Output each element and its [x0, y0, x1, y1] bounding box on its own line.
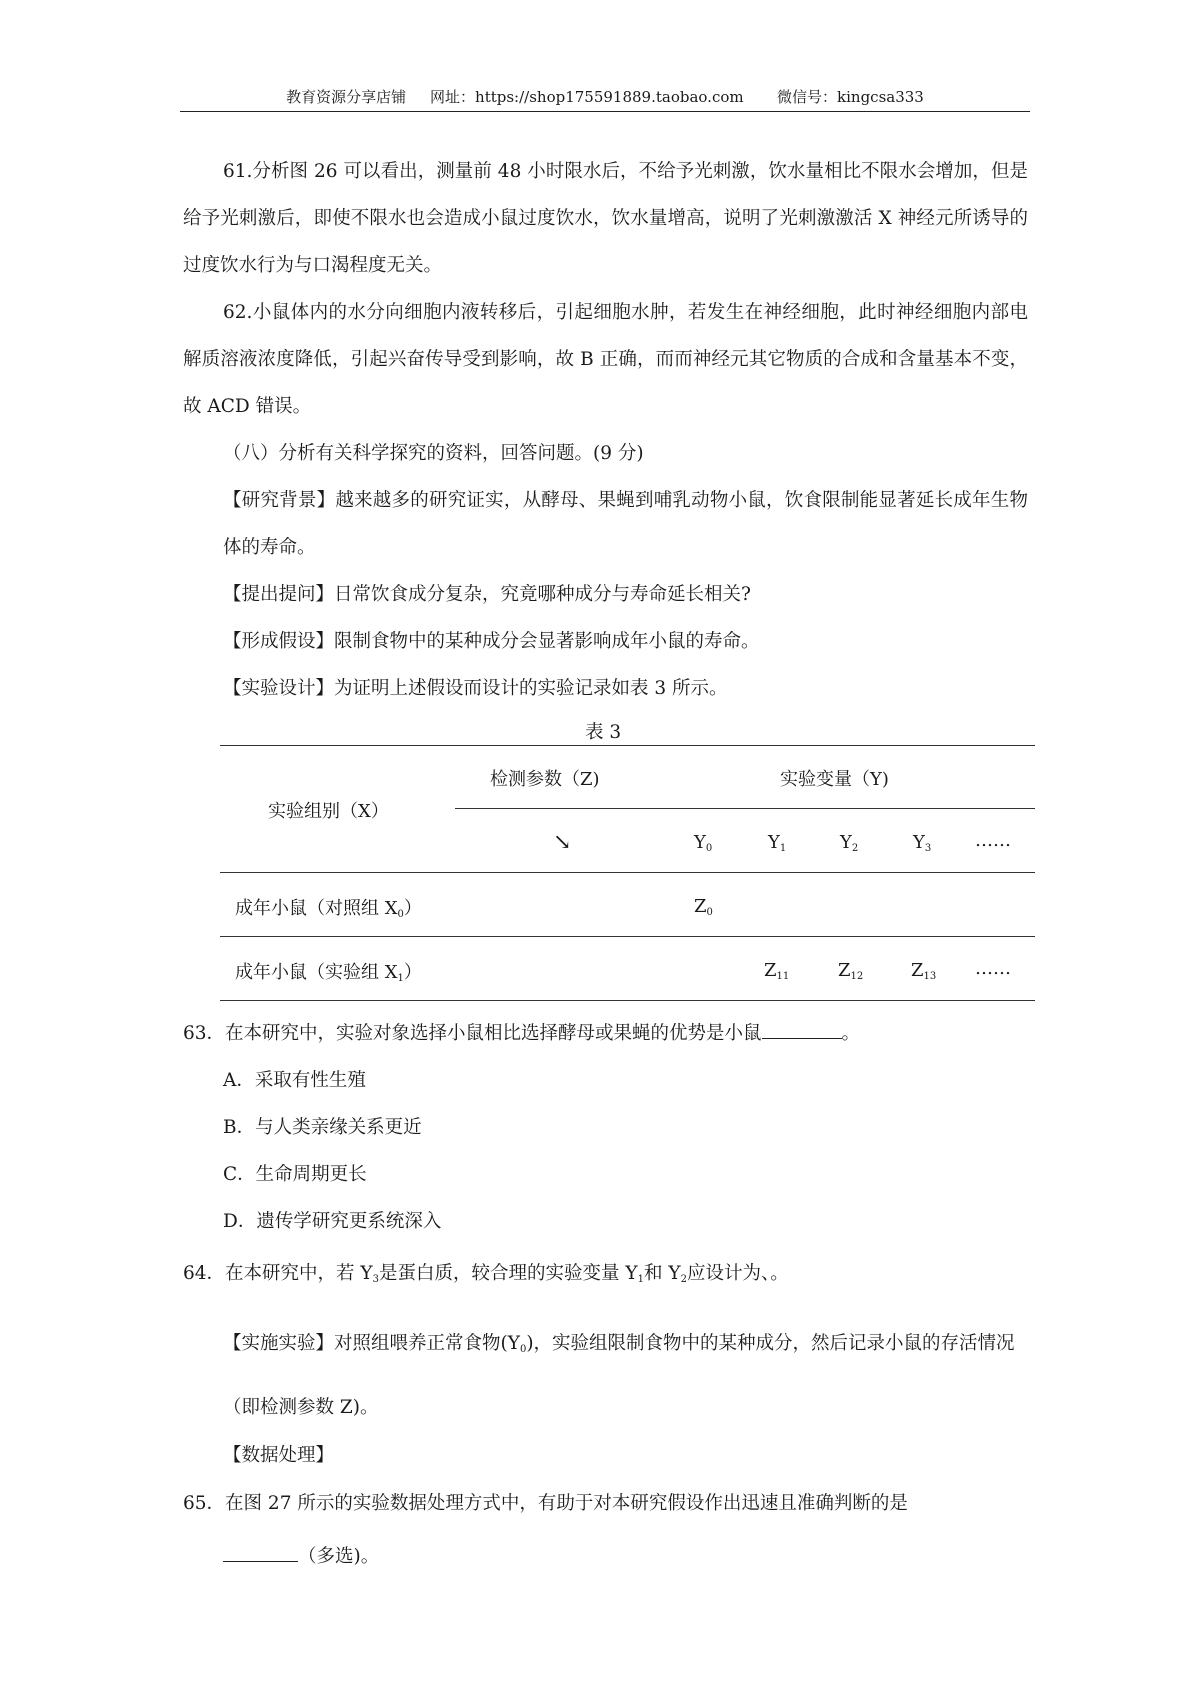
answer-61: 61.分析图 26 可以看出，测量前 48 小时限水后，不给予光刺激，饮水量相比不限水会增加，但是给予光刺激后，即使不限水也会造成小鼠过度饮水，饮水量增高，说明了光刺激激活 X 神经元所诱导的过度饮水行为与口渴程度无关。: [183, 161, 1028, 276]
answer-62: 62.小鼠体内的水分向细胞内液转移后，引起细胞水肿，若发生在神经细胞，此时神经细胞内部电解质溶液浓度降低，引起兴奋传导受到影响，故 B 正确，而而神经元其它物质的合成和含量基本不变，故 ACD 错误。: [183, 302, 1028, 417]
page-header: [180, 86, 1030, 107]
question-64: 64．在本研究中，若 $Y_3$是蛋白质，较合理的实验变量 $Y_1$和 $Y_2$应设计为、。: [183, 1263, 789, 1285]
more-cells: ……: [975, 958, 1011, 979]
table-title: 表 3: [585, 722, 622, 743]
option-b[interactable]: B．与人类亲缘关系更近: [223, 1117, 422, 1138]
header-rule: [180, 111, 1030, 112]
diagonal-arrow-icon: ↘: [553, 830, 572, 855]
question-65: 65．在图 27 所示的实验数据处理方式中，有助于对本研究假设作出迅速且准确判断的是: [183, 1493, 908, 1514]
option-d[interactable]: D．遗传学研究更系统深入: [223, 1211, 442, 1232]
wechat-label: 微信号：: [777, 88, 838, 106]
y0-header: $Y_0$: [694, 832, 713, 854]
cell-z13: $Z_{13}$: [911, 960, 937, 982]
col-group-header: 实验组别（X）: [268, 801, 389, 822]
table-top-rule: [220, 745, 1035, 746]
detect-param-header: 检测参数（Z): [490, 769, 600, 790]
cell-z12: $Z_{12}$: [838, 960, 864, 982]
table-header-rule: [455, 808, 1035, 809]
answer-blank[interactable]: [762, 1020, 842, 1039]
option-c[interactable]: C．生命周期更长: [223, 1164, 367, 1185]
cell-z0: $Z_0$: [694, 896, 713, 918]
shop-name: 教育资源分享店铺: [286, 88, 407, 106]
y2-header: $Y_2$: [840, 832, 859, 854]
research-background: 【研究背景】越来越多的研究证实，从酵母、果蝇到哺乳动物小鼠，饮食限制能显著延长成年生物体的寿命。: [223, 490, 1028, 558]
research-question: 【提出提问】日常饮食成分复杂，究竟哪种成分与寿命延长相关?: [223, 584, 751, 605]
hypothesis: 【形成假设】限制食物中的某种成分会显著影响成年小鼠的寿命。: [223, 631, 760, 652]
experiment-design: 【实验设计】为证明上述假设而设计的实验记录如表 3 所示。: [223, 678, 728, 699]
table-bottom-rule: [220, 1000, 1035, 1001]
more-columns: ……: [975, 830, 1011, 851]
question-63: 63．在本研究中，实验对象选择小鼠相比选择酵母或果蝇的优势是小鼠 。: [183, 1010, 860, 1057]
cell-z11: $Z_{11}$: [764, 960, 790, 982]
table-row-rule: [220, 872, 1035, 873]
shop-url[interactable]: https://shop175591889.taobao.com: [475, 88, 744, 106]
section-heading: （八）分析有关科学探究的资料，回答问题。(9 分): [223, 443, 644, 464]
row-control-label: 成年小鼠（对照组 $X_0$）: [235, 898, 422, 920]
answer-blank[interactable]: [223, 1543, 298, 1562]
table-row-rule: [220, 936, 1035, 937]
y1-header: $Y_1$: [768, 832, 787, 854]
question-65-tail: （多选)。: [223, 1533, 379, 1580]
y3-header: $Y_3$: [913, 832, 932, 854]
exp-var-header: 实验变量（Y): [780, 769, 889, 790]
row-experiment-label: 成年小鼠（实验组 $X_1$）: [235, 962, 422, 984]
data-processing: 【数据处理】: [223, 1445, 335, 1466]
option-a[interactable]: A．采取有性生殖: [223, 1070, 366, 1091]
wechat-id: kingcsa333: [837, 88, 924, 106]
implement-experiment: 【实施实验】对照组喂养正常食物$(Y_0)$，实验组限制食物中的某种成分，然后记录小鼠的存活情况（即检测参数 Z)。: [223, 1333, 1015, 1418]
url-label: 网址：: [430, 88, 476, 106]
